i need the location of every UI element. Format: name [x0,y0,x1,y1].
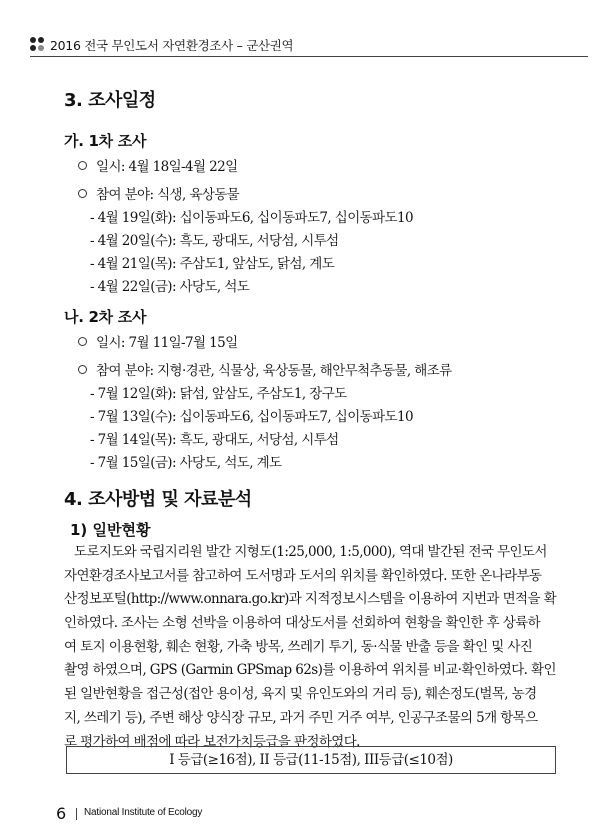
sub-a-field: 참여 분야: 식생, 육상동물 [78,183,239,203]
paragraph-line: 지, 쓰레기 등), 주변 해상 양식장 규모, 과거 주민 거주 여부, 인공구조물의 5개 항목으 [64,709,538,726]
list-item: - 4월 19일(화): 십이동파도6, 십이동파도7, 십이동파도10 [90,210,413,226]
sub-a-date: 일시: 4월 18일-4월 22일 [78,155,238,175]
paragraph-line: 된 일반현황을 접근성(접안 용이성, 육지 및 유인도와의 거리 등), 훼손정도(벌목, 농경 [64,686,537,703]
sub-1-heading: 1) 일반현황 [70,521,151,539]
list-item: - 7월 14일(목): 흑도, 광대도, 서당섬, 시투섬 [90,432,339,448]
general-status-paragraph [64,541,558,754]
list-item: - 4월 22일(금): 사당도, 석도 [90,279,250,295]
list-item: - 7월 13일(수): 십이동파도6, 십이동파도7, 십이동파도10 [90,409,413,425]
circle-bullet-icon [78,365,87,374]
section-3-heading: 3. 조사일정 [64,90,156,111]
header-title: 2016 전국 무인도서 자연환경조사 – 군산권역 [50,38,294,53]
running-header [30,34,588,56]
paragraph-line: 여 토지 이용현황, 훼손 현황, 가축 방목, 쓰레기 투기, 동·식물 반출 등을 확인 및 사진 [64,638,533,655]
grade-box: I 등급(≥16점), II 등급(11-15점), III등급(≤10점) [66,746,556,774]
footer-divider [76,808,77,820]
sub-b-date: 일시: 7월 11일-7월 15일 [78,331,238,351]
paragraph-line: 도로지도와 국립지리원 발간 지형도(1:25,000, 1:5,000), 역대 발간된 전국 무인도서 [74,544,547,560]
circle-bullet-icon [78,161,87,170]
section-4-heading: 4. 조사방법 및 자료분석 [64,489,252,510]
page-number: 6 [56,804,67,823]
paragraph-line: 인하였다. 조사는 소형 선박을 이용하여 대상도서를 선회하여 현황을 확인한 후 상륙하 [64,615,541,632]
header-dots-icon [30,37,46,53]
paragraph-line: 산정보포털(http://www.onnara.go.kr)과 지적정보시스템을 이용하여 지번과 면적을 확 [64,591,557,608]
footer-org-name: National Institute of Ecology [84,807,203,818]
circle-bullet-icon [78,337,87,346]
list-item: - 4월 20일(수): 흑도, 광대도, 서당섬, 시투섬 [90,233,339,249]
sub-b-heading: 나. 2차 조사 [64,308,147,326]
circle-bullet-icon [78,189,87,198]
paragraph-line: 자연환경조사보고서를 참고하여 도서명과 도서의 위치를 확인하였다. 또한 온나라부동 [64,567,542,584]
sub-a-heading: 가. 1차 조사 [64,132,147,150]
list-item: - 7월 12일(화): 닭섬, 앞삼도, 주삼도1, 장구도 [90,386,347,402]
paragraph-line: 로 평가하여 배점에 따라 보전가치등급을 판정하였다. [64,733,360,750]
list-item: - 4월 21일(목): 주삼도1, 앞삼도, 닭섬, 계도 [90,256,335,272]
sub-b-field: 참여 분야: 지형·경관, 식물상, 육상동물, 해안무척추동물, 해조류 [78,359,452,379]
header-rule [30,56,588,57]
list-item: - 7월 15일(금): 사당도, 석도, 계도 [90,455,282,471]
paragraph-line: 촬영 하였으며, GPS (Garmin GPSmap 62s)를 이용하여 위치를 비교·확인하였다. 확인 [64,662,556,679]
